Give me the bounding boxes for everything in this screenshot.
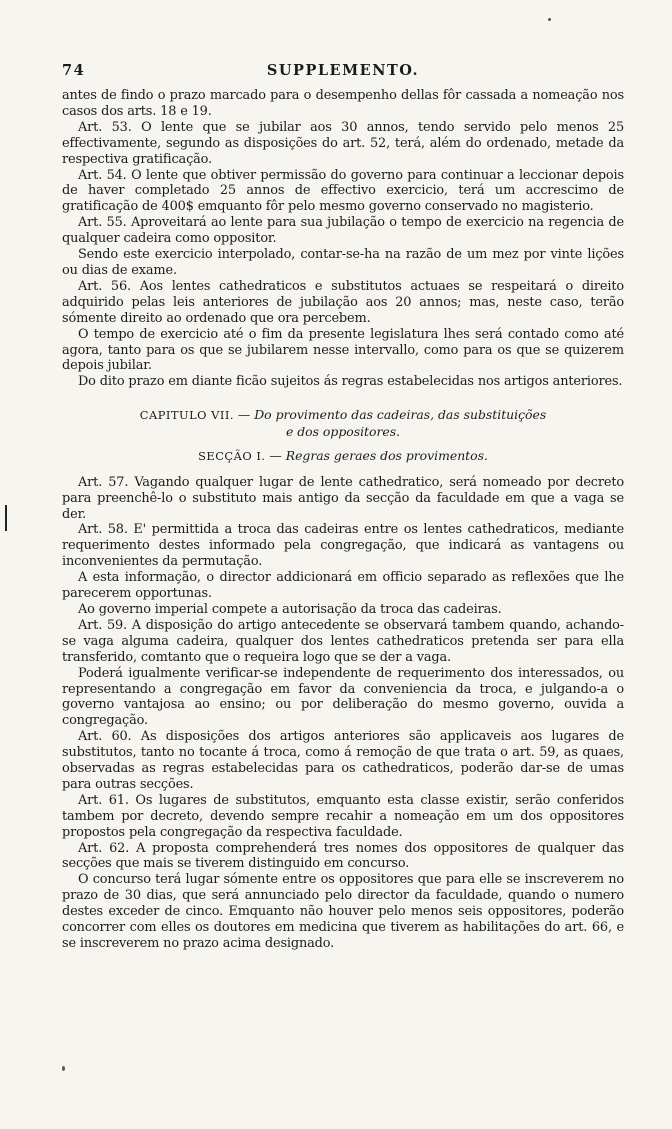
paragraph: Sendo este exercicio interpolado, contar-se-ha na razão de um mez por vinte lições ou dias de exame. <box>62 247 624 278</box>
paragraph-art-58: Art. 58. E' permittida a troca das cadeiras entre os lentes cathedraticos, mediante requerimento destes informado pela congregação, que indicará as vantagens ou inconvenientes da permutação. <box>62 522 624 570</box>
section-label: SECÇÃO I. <box>198 449 266 464</box>
section-title: Regras geraes dos provimentos. <box>285 448 488 464</box>
margin-bracket-mark <box>5 505 7 531</box>
paragraph: Poderá igualmente verificar-se independente de requerimento dos interessados, ou representando a congregação em favor da conveniencia da troca, e julgando-a o governo vantajosa ao ensino; ou por deliberação do mesmo governo, ouvida a congregação. <box>62 665 624 729</box>
paper-speck <box>62 1066 65 1071</box>
paragraph-art-59: Art. 59. A disposição do artigo antecedente se observará tambem quando, achando-se vaga alguma cadeira, qualquer dos lentes cathedraticos pretenda ser para ella transferido, comtanto que o requeira logo que se der a vaga. <box>62 617 624 665</box>
paragraph-art-57: Art. 57. Vagando qualquer lugar de lente cathedratico, será nomeado por decreto para preenchê-lo o substituto mais antigo da secção da faculdade em que a vaga se der. <box>62 474 624 522</box>
body-text-part1 <box>62 88 624 390</box>
chapter-title-line1: Do provimento das cadeiras, das substituições <box>254 407 547 423</box>
paragraph-art-56: Art. 56. Aos lentes cathedraticos e substitutos actuaes se respeitará o direito adquirido pelas leis anteriores de jubilação aos 20 annos; mas, neste caso, terão sómente direito ao ordenado que ora percebem. <box>62 278 624 326</box>
paragraph: O concurso terá lugar sómente entre os oppositores que para elle se inscreverem no prazo de 30 dias, que será annunciado pelo director da faculdade, quando o numero destes exceder de cinco. Emquanto não houver pelo menos seis oppositores, poderão concorrer com elles os doutores em medicina que tiverem as habilitações do art. 66, e se inscreverem no prazo acima designado. <box>62 872 624 951</box>
paragraph: Do dito prazo em diante ficão sujeitos ás regras estabelecidas nos artigos anteriores. <box>78 374 623 390</box>
paragraph-art-55: Art. 55. Aproveitará ao lente para sua jubilação o tempo de exercicio na regencia de qualquer cadeira como oppositor. <box>62 215 624 247</box>
chapter-heading <box>62 407 624 439</box>
paragraph: A esta informação, o director addicionará em officio separado as reflexões que lhe parecerem opportunas. <box>62 570 624 602</box>
page-number: 74 <box>62 62 86 79</box>
paper-speck <box>548 18 551 21</box>
chapter-separator: — <box>233 407 255 423</box>
paragraph-art-62: Art. 62. A proposta comprehenderá tres nomes dos oppositores de qualquer das secções que mais se tiverem distinguido em concurso. <box>62 840 624 872</box>
paragraph-art-53: Art. 53. O lente que se jubilar aos 30 annos, tendo servido pelo menos 25 effectivamente, segundo as disposições do art. 52, terá, além do ordenado, metade da respectiva gratificação. <box>62 119 624 167</box>
paragraph-art-60: Art. 60. As disposições dos artigos anteriores são applicaveis aos lugares de substitutos, tanto no tocante á troca, como á remoção de que trata o art. 59, as quaes, observadas as regras estabelecidas para os cathedraticos, poderão dar-se de umas para outras secções. <box>62 729 624 792</box>
running-head: SUPPLEMENTO. <box>266 62 420 79</box>
section-heading <box>62 448 624 465</box>
paragraph-art-54: Art. 54. O lente que obtiver permissão do governo para continuar a leccionar depois de haver completado 25 annos de effectivo exercicio, terá um accrescimo de gratificação de 400$ emquanto fôr pelo mesmo governo conservado no magisterio. <box>62 167 624 215</box>
paragraph: O tempo de exercicio até o fim da presente legislatura lhes será contado como até agora, tanto para os que se jubilarem nesse intervallo, como para os que se quizerem depois jubilar. <box>62 326 624 374</box>
book-page <box>62 62 624 952</box>
body-text-part2 <box>62 475 624 952</box>
paragraph-art-61: Art. 61. Os lugares de substitutos, emquanto esta classe existir, serão conferidos tambem por decreto, devendo sempre recahir a nomeação em um dos oppositores propostos pela congregação da respectiva faculdade. <box>62 792 624 840</box>
paragraph: Ao governo imperial compete a autorisação da troca das cadeiras. <box>78 601 502 617</box>
section-separator: — <box>265 448 286 464</box>
paragraph: antes de findo o prazo marcado para o desempenho dellas fôr cassada a nomeação nos casos dos arts. 18 e 19. <box>62 88 624 119</box>
chapter-label: CAPITULO VII. <box>139 408 234 423</box>
chapter-title-line2: e dos oppositores. <box>285 423 401 439</box>
page-header <box>62 62 624 84</box>
